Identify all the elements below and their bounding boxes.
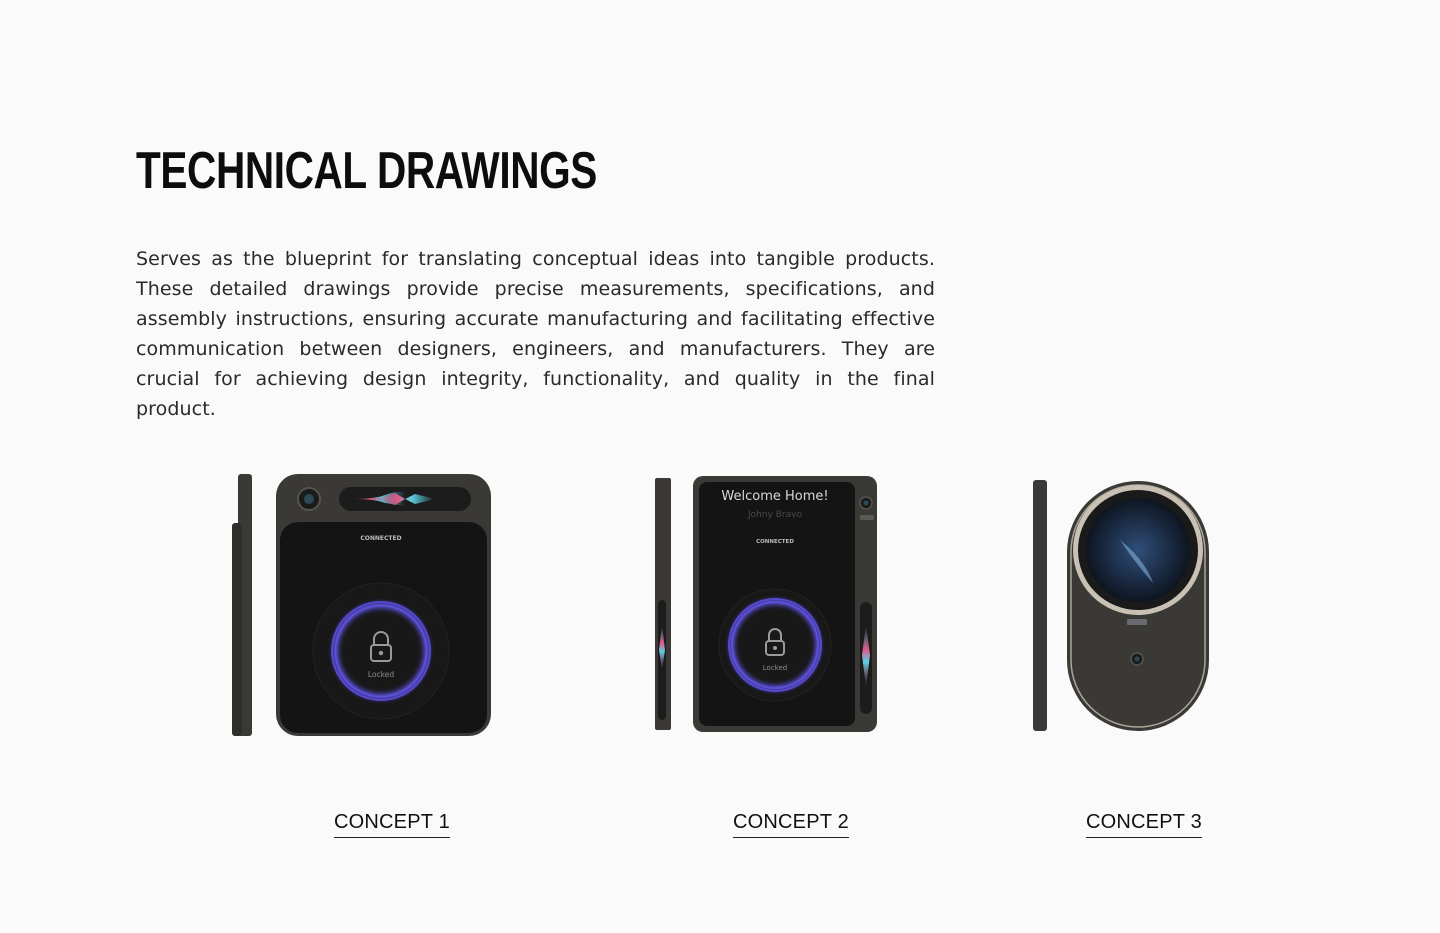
concept-3-link[interactable]: CONCEPT 3: [1086, 809, 1202, 838]
concept-1-render: [225, 465, 500, 750]
concept-2-render: [648, 465, 888, 750]
concept-1-link[interactable]: CONCEPT 1: [334, 809, 450, 838]
concept-3-device-image: [1025, 465, 1220, 750]
concept-2-device-image: [648, 465, 888, 750]
concept-1-screen-status: CONNECTED: [360, 535, 402, 542]
section-description: Serves as the blueprint for translating conceptual ideas into tangible products. These detailed drawings provide precise measurements, specifications, and assembly instructions, ensuring accurate manufacturing and facilitating effective communication between designers, engineers, and manufacturers. They are crucial for achieving design integrity, functionality, and quality in the final product.: [136, 248, 935, 420]
concept-2-link[interactable]: CONCEPT 2: [733, 809, 849, 838]
concept-2-lock-label: Locked: [762, 664, 788, 672]
concept-2-screen-greeting: Welcome Home!: [721, 489, 829, 504]
concept-1-device-image: [225, 465, 500, 750]
section-title: TECHNICAL DRAWINGS: [136, 142, 597, 200]
concept-2-screen-status: CONNECTED: [756, 539, 794, 545]
concept-1-lock-label: Locked: [367, 670, 395, 679]
concept-3-render: [1025, 465, 1220, 750]
concept-2-screen-user: Johny Bravo: [748, 510, 802, 520]
